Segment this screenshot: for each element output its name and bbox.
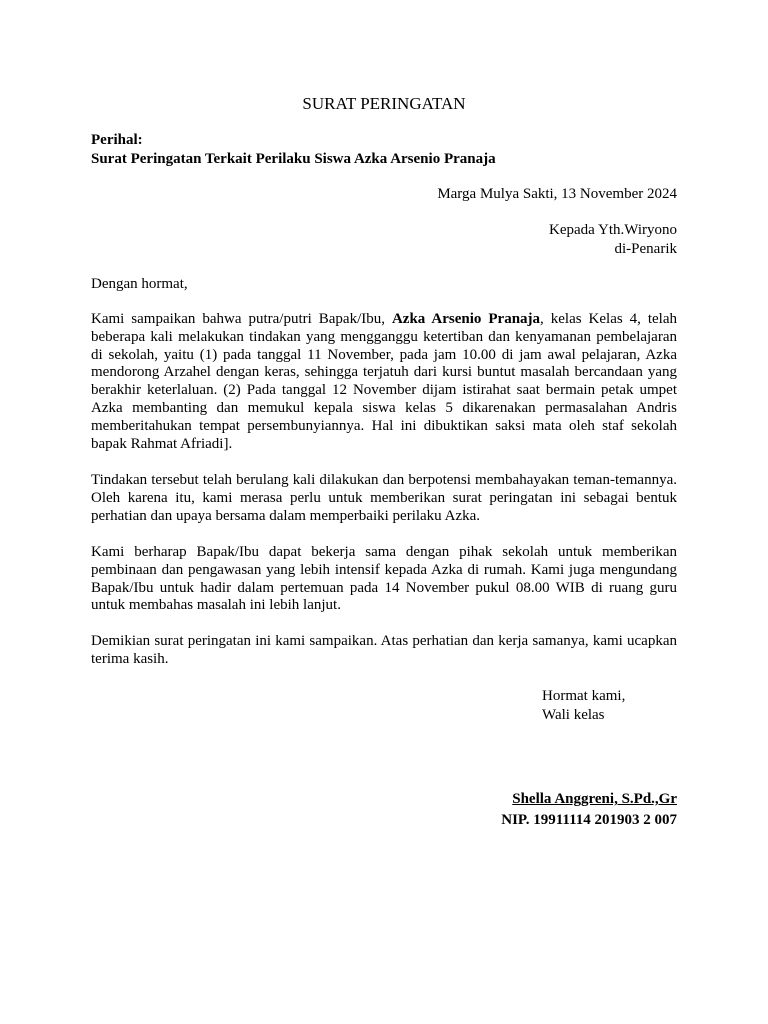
- perihal-label: Perihal:: [91, 132, 143, 148]
- signature-block: [501, 789, 677, 831]
- greeting: Dengan hormat,: [91, 276, 188, 292]
- perihal-subject: Surat Peringatan Terkait Perilaku Siswa Azka Arsenio Pranaja: [91, 151, 496, 167]
- paragraph-incidents: [91, 311, 677, 453]
- paragraph-incidents-lead: Kami sampaikan bahwa putra/putri Bapak/Ibu,: [91, 311, 392, 327]
- place-date: Marga Mulya Sakti, 13 November 2024: [437, 186, 677, 202]
- paragraph-closing: Demikian surat peringatan ini kami sampaikan. Atas perhatian dan kerja samanya, kami ucapkan terima kasih.: [91, 633, 677, 667]
- recipient-block: [549, 221, 677, 259]
- paragraph-reason: Tindakan tersebut telah berulang kali dilakukan dan berpotensi membahayakan teman-temannya. Oleh karena itu, kami merasa perlu untuk memberikan surat peringatan ini sebagai bentuk perhatian dan upaya bersama dalam memperbaiki perilaku Azka.: [91, 472, 677, 524]
- signer-name: Shella Anggreni, S.Pd.,Gr: [512, 791, 677, 807]
- paragraph-incidents-body: , kelas Kelas 4, telah beberapa kali melakukan tindakan yang mengganggu ketertiban dan kenyamanan pembelajaran di sekolah, yaitu (1) pada tanggal 11 November, pada jam 10.00 di jam awal pelajaran, Azka mendorong Arzahel dengan keras, sehingga terjatuh dari kursi buntut masalah bercandaan yang berakhir keterlaluan. (2) Pada tanggal 12 November dijam istirahat saat bermain petak umpet Azka membanting dan memukul kepala siswa kelas 5 dikarenakan permasalahan Andris memberitahukan tempat persembunyiannya. Hal ini dibuktikan saksi mata oleh staf sekolah bapak Rahmat Afriadi].: [91, 311, 677, 452]
- closing-role: Wali kelas: [542, 707, 605, 723]
- signer-nip: NIP. 19911114 201903 2 007: [501, 812, 677, 828]
- student-name: Azka Arsenio Pranaja: [391, 311, 541, 327]
- closing-salutation: Hormat kami,: [542, 688, 626, 704]
- letter-title: SURAT PERINGATAN: [302, 94, 466, 113]
- closing-block: [542, 687, 625, 725]
- recipient-place: di-Penarik: [614, 241, 677, 257]
- perihal-block: [91, 131, 496, 169]
- paragraph-request: Kami berharap Bapak/Ibu dapat bekerja sama dengan pihak sekolah untuk memberikan pembinaan dan pengawasan yang lebih intensif kepada Azka di rumah. Kami juga mengundang Bapak/Ibu untuk hadir dalam pertemuan pada 14 November pukul 08.00 WIB di ruang guru untuk membahas masalah ini lebih lanjut.: [91, 544, 677, 614]
- recipient-name: Kepada Yth.Wiryono: [549, 222, 677, 238]
